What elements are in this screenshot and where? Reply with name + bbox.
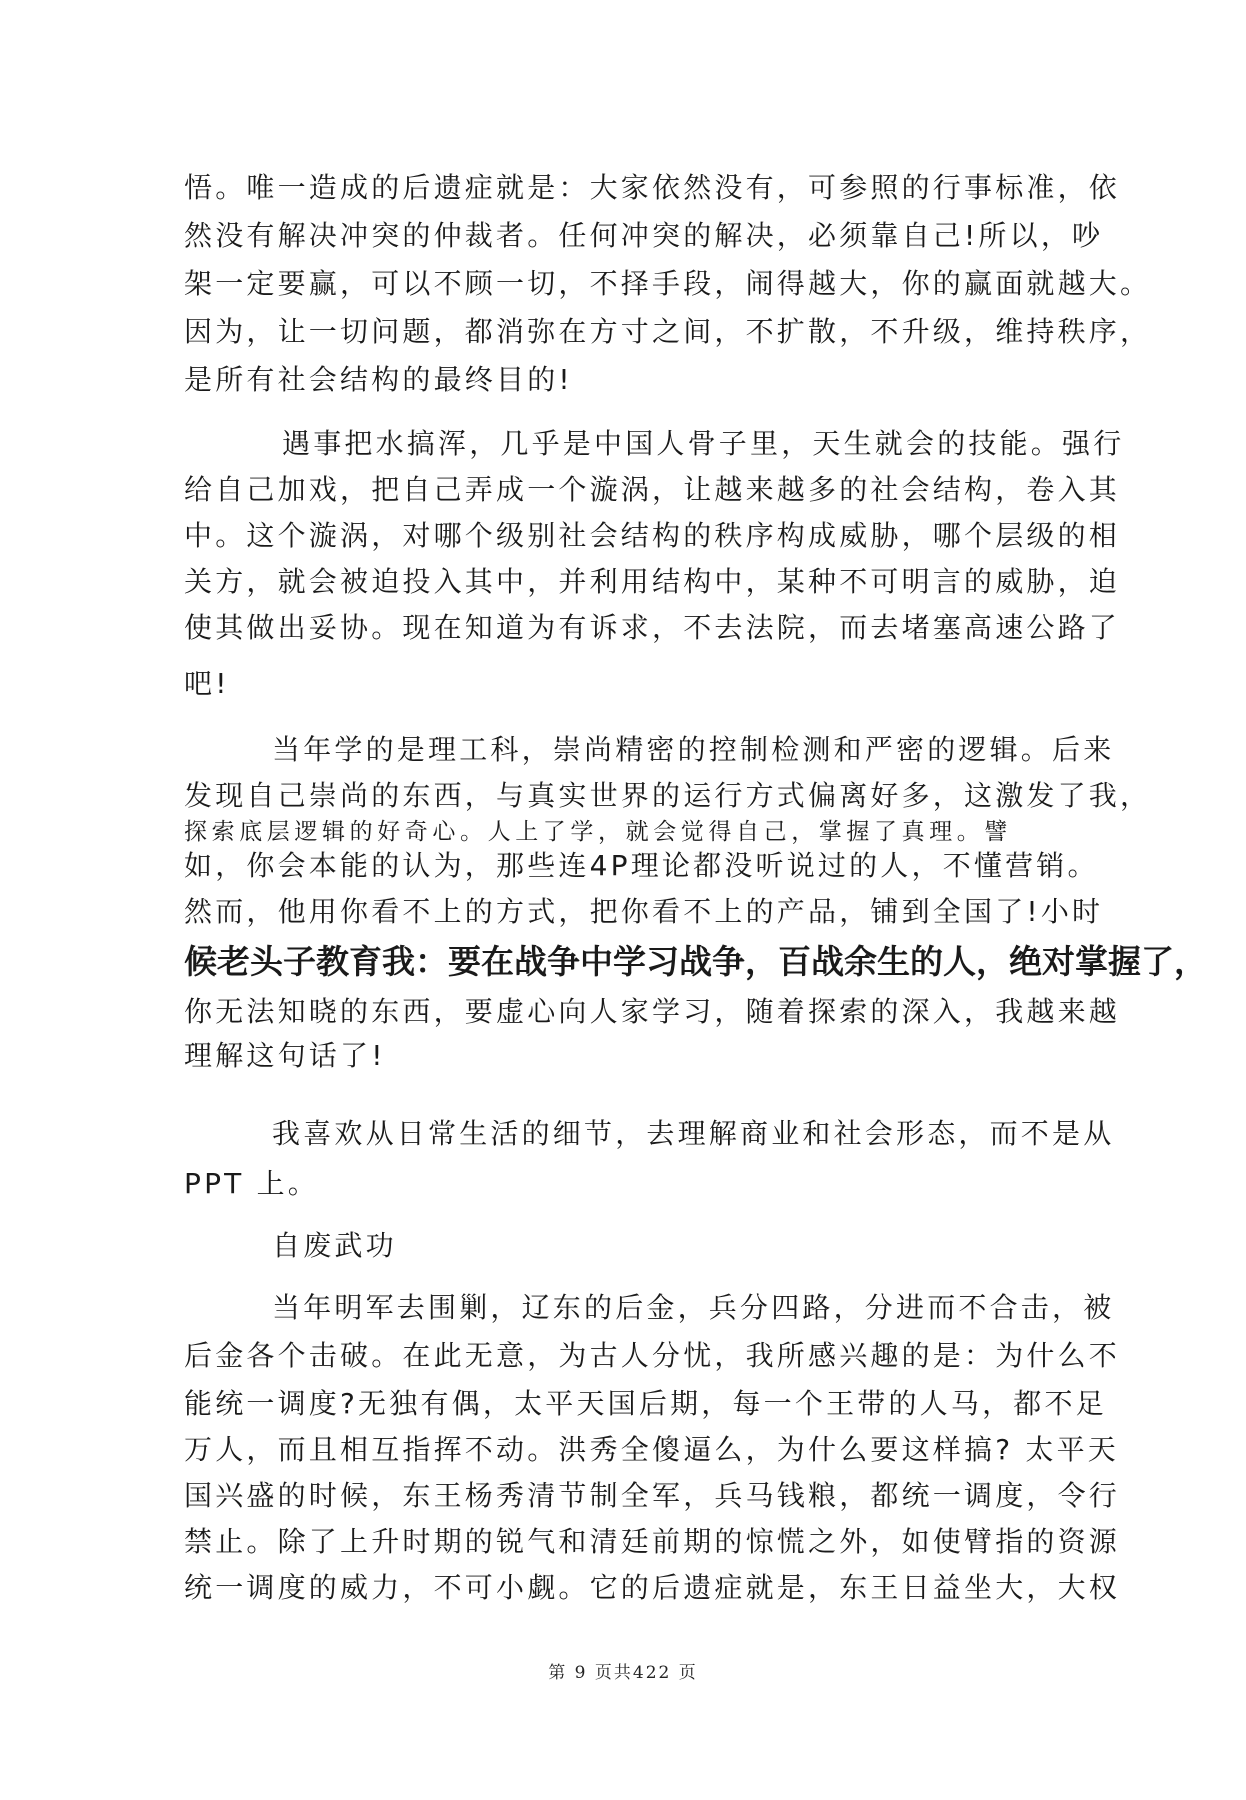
text-line: 探索底层逻辑的好奇心。人上了学，就会觉得自己，掌握了真理。譬 [184,819,1012,845]
text-line: 使其做出妥协。现在知道为有诉求，不去法院，而去堵塞高速公路了 [184,611,1121,644]
text-line: 如，你会本能的认为，那些连4P理论都没听说过的人，不懂营销。 [184,849,1099,882]
text-line: 万人，而且相互指挥不动。洪秀全傻逼么，为什么要这样搞? 太平天 [184,1433,1119,1466]
text-line: PPT 上。 [184,1167,319,1200]
text-line: 你无法知晓的东西，要虚心向人家学习，随着探索的深入，我越来越 [184,995,1121,1028]
text-line: 然没有解决冲突的仲裁者。任何冲突的解决，必须靠自己!所以，吵 [184,219,1104,252]
text-line: 关方，就会被迫投入其中，并利用结构中，某种不可明言的威胁，迫 [184,565,1121,598]
text-line: 吧! [184,667,230,700]
paragraph-start: 当年学的是理工科，崇尚精密的控制检测和严密的逻辑。后来 [272,733,1115,766]
page-footer: 第 9 页共422 页 [548,1663,698,1683]
text-line: 给自己加戏，把自己弄成一个漩涡，让越来越多的社会结构，卷入其 [184,473,1121,506]
text-line: 因为，让一切问题，都消弥在方寸之间，不扩散，不升级，维持秩序， [184,315,1152,348]
text-line: 中。这个漩涡，对哪个级别社会结构的秩序构成威胁，哪个层级的相 [184,519,1121,552]
text-line: 发现自己崇尚的东西，与真实世界的运行方式偏离好多，这激发了我， [184,779,1152,812]
text-line: 能统一调度?无独有偶，太平天国后期，每一个王带的人马，都不足 [184,1387,1107,1420]
text-line: 然而，他用你看不上的方式，把你看不上的产品，铺到全国了!小时 [184,895,1104,928]
text-line: 候老头子教育我：要在战争中学习战争，百战余生的人，绝对掌握了， [184,942,1207,981]
paragraph-start: 我喜欢从日常生活的细节，去理解商业和社会形态，而不是从 [272,1117,1115,1150]
text-line: 统一调度的威力，不可小觑。它的后遗症就是，东王日益坐大，大权 [184,1571,1121,1604]
text-line: 国兴盛的时候，东王杨秀清节制全军，兵马钱粮，都统一调度，令行 [184,1479,1121,1512]
section-heading: 自废武功 [272,1229,397,1262]
text-line: 后金各个击破。在此无意，为古人分忧，我所感兴趣的是：为什么不 [184,1339,1121,1372]
text-line: 禁止。除了上升时期的锐气和清廷前期的惊慌之外，如使臂指的资源 [184,1525,1121,1558]
text-line: 是所有社会结构的最终目的! [184,363,573,396]
paragraph-start: 当年明军去围剿，辽东的后金，兵分四路，分进而不合击，被 [272,1291,1115,1324]
text-line: 悟。唯一造成的后遗症就是：大家依然没有，可参照的行事标准，依 [184,171,1121,204]
paragraph-start: 遇事把水搞浑，几乎是中国人骨子里，天生就会的技能。强行 [282,427,1125,460]
text-line: 架一定要赢，可以不顾一切，不择手段，闹得越大，你的赢面就越大。 [184,267,1152,300]
text-line: 理解这句话了! [184,1039,386,1072]
